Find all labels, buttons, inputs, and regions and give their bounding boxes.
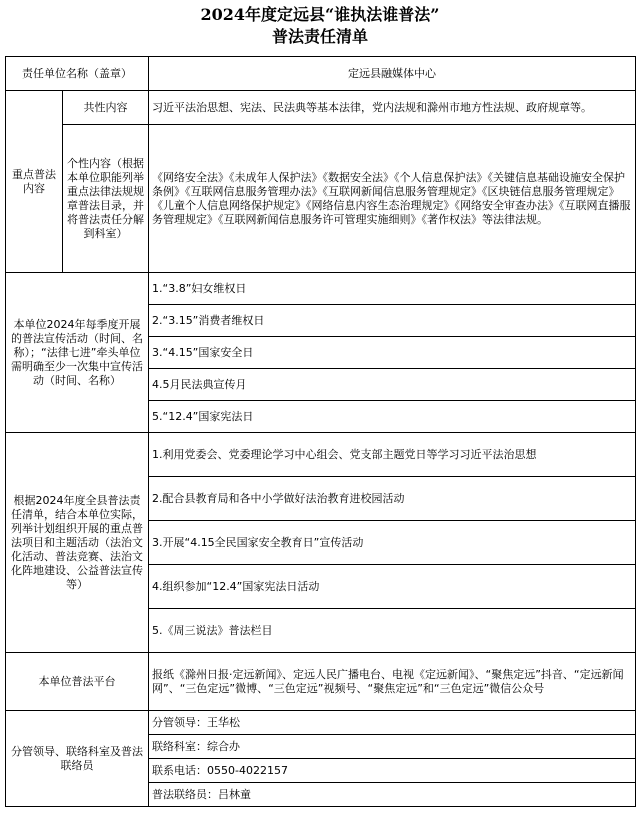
row-common xyxy=(6,91,636,125)
contact-item: 分管领导：王华松 xyxy=(149,711,636,735)
document-title xyxy=(0,4,640,48)
title-line-1: 2024年度定远县“谁执法谁普法” xyxy=(200,5,440,24)
projects-label: 根据2024年度全县普法责任清单，结合本单位实际，列举计划组织开展的重点普法项目和主题活动（法治文化活动、普法竞赛、法治文化阵地建设、公益普法宣传等） xyxy=(6,433,149,653)
platform-label: 本单位普法平台 xyxy=(6,653,149,711)
common-value: 习近平法治思想、宪法、民法典等基本法律，党内法规和滁州市地方性法规、政府规章等。 xyxy=(149,91,636,125)
project-item: 2.配合县教育局和各中小学做好法治教育进校园活动 xyxy=(149,477,636,521)
contact-item: 联络科室：综合办 xyxy=(149,735,636,759)
quarterly-item: 3.“4.15”国家安全日 xyxy=(149,337,636,369)
unit-label: 责任单位名称（盖章） xyxy=(6,57,149,91)
contact-item: 普法联络员：吕林童 xyxy=(149,783,636,807)
row-platform xyxy=(6,653,636,711)
contacts-label: 分管领导、联络科室及普法联络员 xyxy=(6,711,149,807)
quarterly-label: 本单位2024年每季度开展的普法宣传活动（时间、名称）；“法律七进”牵头单位需明确至少一次集中宣传活动（时间、名称） xyxy=(6,273,149,433)
quarterly-item: 1.“3.8”妇女维权日 xyxy=(149,273,636,305)
unit-value: 定远县融媒体中心 xyxy=(149,57,636,91)
individual-label: 个性内容（根据本单位职能列举重点法律法规规章普法目录，并将普法责任分解到科室） xyxy=(63,125,149,273)
responsibility-table xyxy=(5,56,636,807)
quarterly-row-1 xyxy=(6,273,636,305)
title-line-2: 普法责任清单 xyxy=(271,27,368,46)
contact-row-1 xyxy=(6,711,636,735)
project-item: 3.开展“4.15全民国家安全教育日”宣传活动 xyxy=(149,521,636,565)
project-item: 1.利用党委会、党委理论学习中心组会、党支部主题党日等学习习近平法治思想 xyxy=(149,433,636,477)
row-individual xyxy=(6,125,636,273)
quarterly-item: 4.5月民法典宣传月 xyxy=(149,369,636,401)
focus-label: 重点普法内容 xyxy=(6,91,63,273)
individual-value: 《网络安全法》《未成年人保护法》《数据安全法》《个人信息保护法》《关键信息基础设施安全保护条例》《互联网信息服务管理办法》《互联网新闻信息服务管理规定》《区块链信息服务管理规定》《儿童个人信息网络保护规定》《网络信息内容生态治理规定》《网络安全审查办法》《互联网直播服务管理规定》《互联网新闻信息服务许可管理实施细则》《著作权法》等法律法规。 xyxy=(149,125,636,273)
platform-value: 报纸《滁州日报·定远新闻》、定远人民广播电台、电视《定远新闻》、“聚焦定远”抖音、“定远新闻网”、“三色定远”微博、“三色定远”视频号、“聚焦定远”和“三色定远”微信公众号 xyxy=(149,653,636,711)
quarterly-item: 2.“3.15”消费者维权日 xyxy=(149,305,636,337)
project-row-1 xyxy=(6,433,636,477)
row-unit xyxy=(6,57,636,91)
contact-item: 联系电话：0550-4022157 xyxy=(149,759,636,783)
project-item: 4.组织参加“12.4”国家宪法日活动 xyxy=(149,565,636,609)
quarterly-item: 5.“12.4”国家宪法日 xyxy=(149,401,636,433)
common-label: 共性内容 xyxy=(63,91,149,125)
project-item: 5.《周三说法》普法栏目 xyxy=(149,609,636,653)
